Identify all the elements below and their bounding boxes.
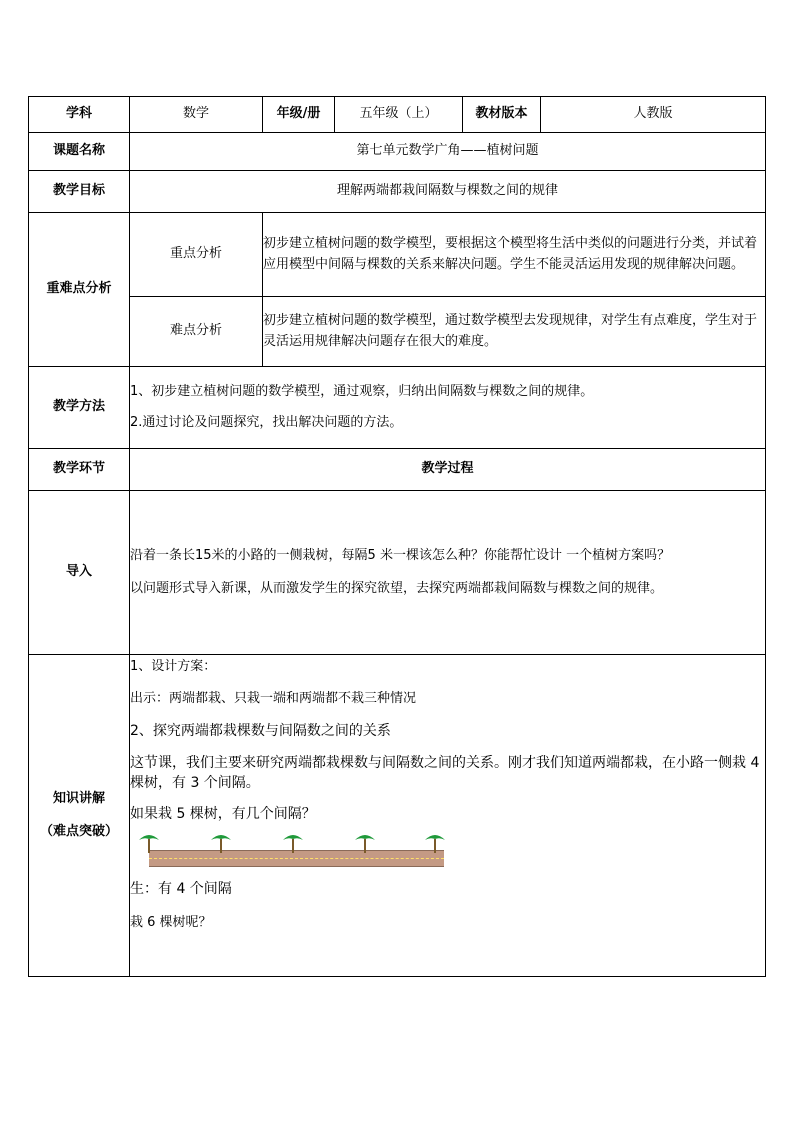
intro-content xyxy=(130,491,766,655)
key-analysis-label: 重点分析 xyxy=(130,213,263,297)
tree-icon xyxy=(354,831,376,853)
difficulty-analysis-label: 难点分析 xyxy=(130,297,263,367)
knowledge-sublabel: （难点突破） xyxy=(39,823,118,839)
goal-row xyxy=(29,171,766,213)
difficulty-analysis-row xyxy=(29,297,766,367)
topic-label: 课题名称 xyxy=(29,133,130,171)
key-analysis-text: 初步建立植树问题的数学模型，要根据这个模型将生活中类似的问题进行分类，并试着应用模型中间隔与棵数的关系来解决问题。学生不能灵活运用发现的规律解决问题。 xyxy=(263,213,766,297)
knowledge-label-cell xyxy=(29,655,130,977)
tree-icon xyxy=(424,831,446,853)
method-row xyxy=(29,367,766,449)
grade-value: 五年级（上） xyxy=(335,97,463,133)
knowledge-line-2: 出示：两端都栽、只栽一端和两端都不栽三种情况 xyxy=(130,691,417,707)
method-line-1: 1、初步建立植树问题的数学模型，通过观察，归纳出间隔数与棵数之间的规律。 xyxy=(130,384,594,400)
intro-line-2: 以问题形式导入新课，从而激发学生的探究欲望，去探究两端都栽间隔数与棵数之间的规律。 xyxy=(130,580,664,596)
tree-icon xyxy=(282,831,304,853)
knowledge-content xyxy=(130,655,766,977)
grade-label: 年级/册 xyxy=(263,97,335,133)
edition-label: 教材版本 xyxy=(463,97,541,133)
subject-label: 学科 xyxy=(29,97,130,133)
tree-icon xyxy=(210,831,232,853)
tree-road-illustration xyxy=(134,831,444,871)
knowledge-line-3: 2、探究两端都栽棵数与间隔数之间的关系 xyxy=(130,723,391,740)
edition-value: 人教版 xyxy=(541,97,766,133)
subject-value: 数学 xyxy=(130,97,263,133)
intro-label: 导入 xyxy=(29,491,130,655)
goal-label: 教学目标 xyxy=(29,171,130,213)
process-label: 教学环节 xyxy=(29,449,130,491)
lesson-plan-table xyxy=(28,96,766,977)
goal-value: 理解两端都栽间隔数与棵数之间的规律 xyxy=(130,171,766,213)
topic-row xyxy=(29,133,766,171)
knowledge-line-5: 如果栽 5 棵树，有几个间隔？ xyxy=(130,805,316,822)
intro-row xyxy=(29,491,766,655)
method-content xyxy=(130,367,766,449)
knowledge-line-6: 生：有 4 个间隔 xyxy=(130,881,232,898)
knowledge-label: 知识讲解 xyxy=(52,791,105,807)
analysis-label: 重难点分析 xyxy=(29,213,130,367)
method-label: 教学方法 xyxy=(29,367,130,449)
knowledge-line-7: 栽 6 棵树呢？ xyxy=(130,914,212,930)
intro-line-1: 沿着一条长15米的小路的一侧栽树，每隔5 米一棵该怎么种？你能帮忙设计 一个植树方案吗？ xyxy=(130,548,671,564)
header-row xyxy=(29,97,766,133)
knowledge-line-4: 这节课，我们主要来研究两端都栽棵数与间隔数之间的关系。刚才我们知道两端都栽，在小路一侧栽 4 棵树，有 3 个间隔。 xyxy=(130,754,760,792)
topic-value: 第七单元数学广角——植树问题 xyxy=(130,133,766,171)
key-analysis-row xyxy=(29,213,766,297)
process-header-row xyxy=(29,449,766,491)
process-title: 教学过程 xyxy=(130,449,766,491)
method-line-2: 2.通过讨论及问题探究，找出解决问题的方法。 xyxy=(130,414,403,430)
knowledge-line-1: 1、设计方案： xyxy=(130,659,217,674)
tree-icon xyxy=(138,831,160,853)
knowledge-row xyxy=(29,655,766,977)
road-center-line xyxy=(149,858,444,859)
difficulty-analysis-text: 初步建立植树问题的数学模型，通过数学模型去发现规律，对学生有点难度，学生对于灵活运用规律解决问题存在很大的难度。 xyxy=(263,297,766,367)
